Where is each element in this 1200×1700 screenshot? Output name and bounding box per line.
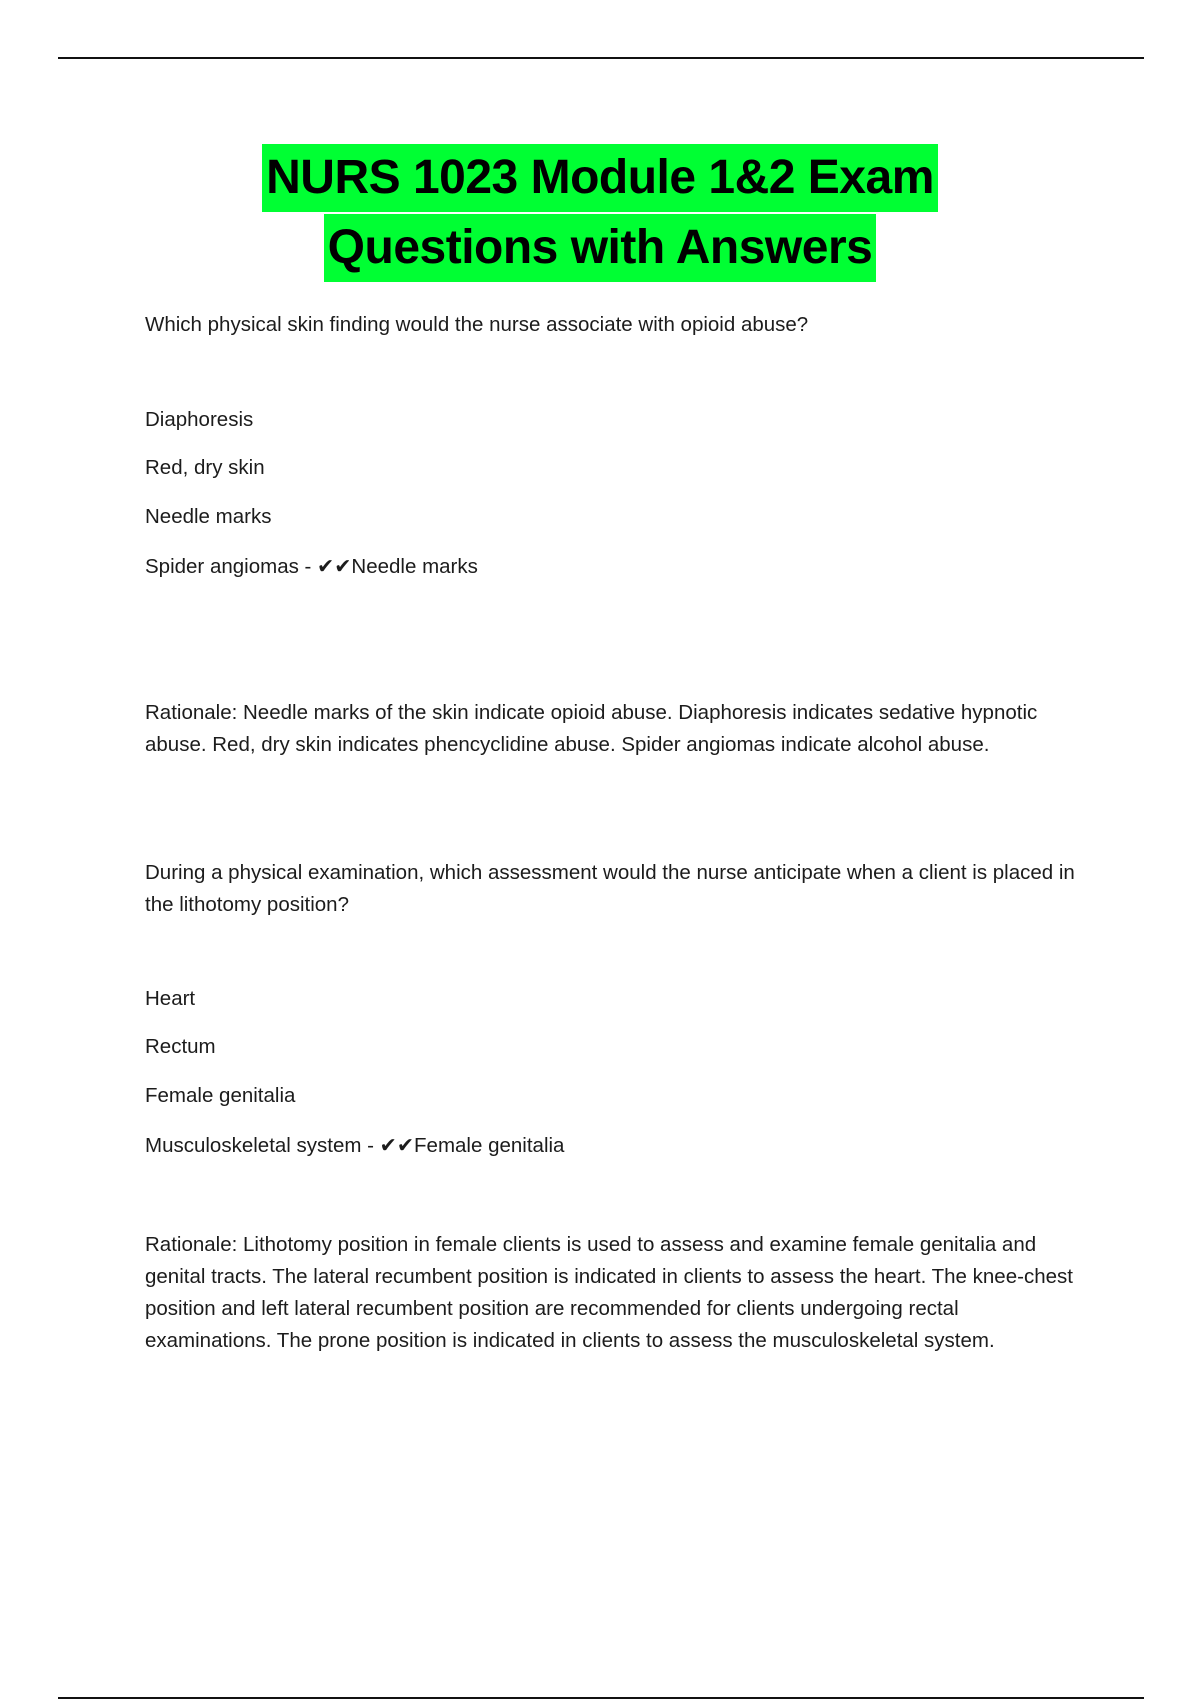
title-line-2: Questions with Answers: [324, 214, 877, 282]
bottom-rule: [58, 1697, 1144, 1699]
top-rule: [58, 57, 1144, 59]
question-2-option-2: Rectum: [145, 1035, 216, 1058]
question-2-option-1: Heart: [145, 987, 196, 1010]
question-1-text: Which physical skin finding would the nurse associate with opioid abuse?: [145, 313, 809, 336]
question-1-option-3: Needle marks: [145, 505, 272, 528]
title-line-1: NURS 1023 Module 1&2 Exam: [262, 144, 938, 212]
question-1-rationale: Rationale: Needle marks of the skin indicate opioid abuse. Diaphoresis indicates sedative hypnotic abuse. Red, dry skin indicates phencyclidine abuse. Spider angiomas indicate alcohol abuse.: [145, 701, 1038, 756]
question-1-option-4-answer: Spider angiomas - ✔✔Needle marks: [145, 555, 478, 578]
question-2-option-3: Female genitalia: [145, 1084, 296, 1107]
question-2-option-4-answer: Musculoskeletal system - ✔✔Female genitalia: [145, 1134, 565, 1157]
document-title: [0, 144, 1200, 282]
question-1-option-2: Red, dry skin: [145, 456, 265, 479]
question-2-text: During a physical examination, which assessment would the nurse anticipate when a client is placed in the lithotomy position?: [145, 861, 1075, 916]
question-2-rationale: Rationale: Lithotomy position in female clients is used to assess and examine female genitalia and genital tracts. The lateral recumbent position is indicated in clients to assess the heart. The knee-chest position and left lateral recumbent position are recommended for clients undergoing rectal examinations. The prone position is indicated in clients to assess the musculoskeletal system.: [145, 1233, 1073, 1352]
question-1-option-1: Diaphoresis: [145, 408, 254, 431]
